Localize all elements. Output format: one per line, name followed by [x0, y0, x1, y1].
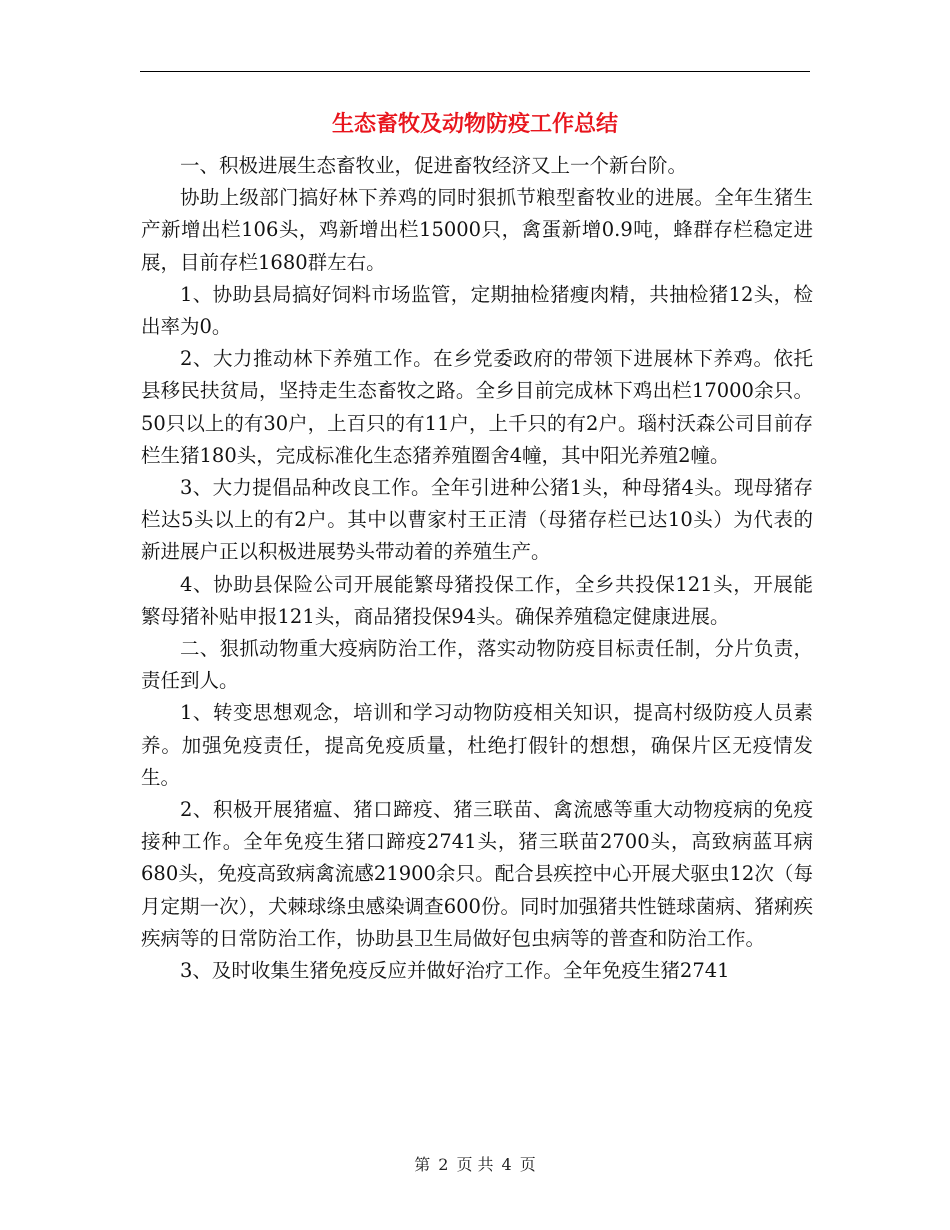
paragraph: 4、协助县保险公司开展能繁母猪投保工作，全乡共投保121头，开展能繁母猪补贴申报121头，商品猪投保94头。确保养殖稳定健康进展。: [141, 572, 813, 628]
total-pages-number: 4: [501, 1155, 512, 1174]
header-rule: [140, 71, 810, 72]
document-body: [141, 150, 813, 987]
page-label-prefix: 第: [414, 1155, 431, 1174]
page-label-mid: 页 共: [456, 1155, 494, 1174]
paragraph: 3、大力提倡品种改良工作。全年引进种公猪1头，种母猪4头。现母猪存栏达5头以上的有2户。其中以曹家村王正清（母猪存栏已达10头）为代表的新进展户正以积极进展势头带动着的养殖生产。: [141, 476, 813, 564]
paragraph: 协助上级部门搞好林下养鸡的同时狠抓节粮型畜牧业的进展。全年生猪生产新增出栏106头，鸡新增出栏15000只，禽蛋新增0.9吨，蜂群存栏稳定进展，目前存栏1680群左右。: [141, 186, 813, 274]
paragraph: 2、积极开展猪瘟、猪口蹄疫、猪三联苗、禽流感等重大动物疫病的免疫接种工作。全年免疫生猪口蹄疫2741头，猪三联苗2700头，高致病蓝耳病680头，免疫高致病禽流感21900余只。配合县疾控中心开展犬驱虫12次（每月定期一次），犬棘球绦虫感染调查600份。同时加强猪共性链球菌病、猪痢疾疾病等的日常防治工作，协助县卫生局做好包虫病等的普查和防治工作。: [141, 798, 813, 950]
page-label-suffix: 页: [519, 1155, 536, 1174]
document-title: 生态畜牧及动物防疫工作总结: [331, 112, 618, 137]
paragraph: 一、积极进展生态畜牧业，促进畜牧经济又上一个新台阶。: [180, 154, 688, 177]
paragraph: 3、及时收集生猪免疫反应并做好治疗工作。全年免疫生猪2741: [180, 959, 730, 983]
paragraph: 二、狠抓动物重大疫病防治工作，落实动物防疫目标责任制，分片负责，责任到人。: [141, 637, 813, 693]
paragraph: 1、转变思想观念，培训和学习动物防疫相关知识，提高村级防疫人员素养。加强免疫责任，提高免疫质量，杜绝打假针的想想，确保片区无疫情发生。: [141, 701, 813, 789]
paragraph: 1、协助县局搞好饲料市场监管，定期抽检猪瘦肉精，共抽检猪12头，检出率为0。: [141, 282, 813, 339]
page-footer: [0, 1152, 950, 1175]
paragraph: 2、大力推动林下养殖工作。在乡党委政府的带领下进展林下养鸡。依托县移民扶贫局，坚持走生态畜牧之路。全乡目前完成林下鸡出栏17000余只。50只以上的有30户，上百只的有11户，上千只的有2户。瑙村沃森公司目前存栏生猪180头，完成标准化生态猪养殖圈舍4幢，其中阳光养殖2幢。: [141, 347, 813, 467]
current-page-number: 2: [438, 1155, 449, 1174]
